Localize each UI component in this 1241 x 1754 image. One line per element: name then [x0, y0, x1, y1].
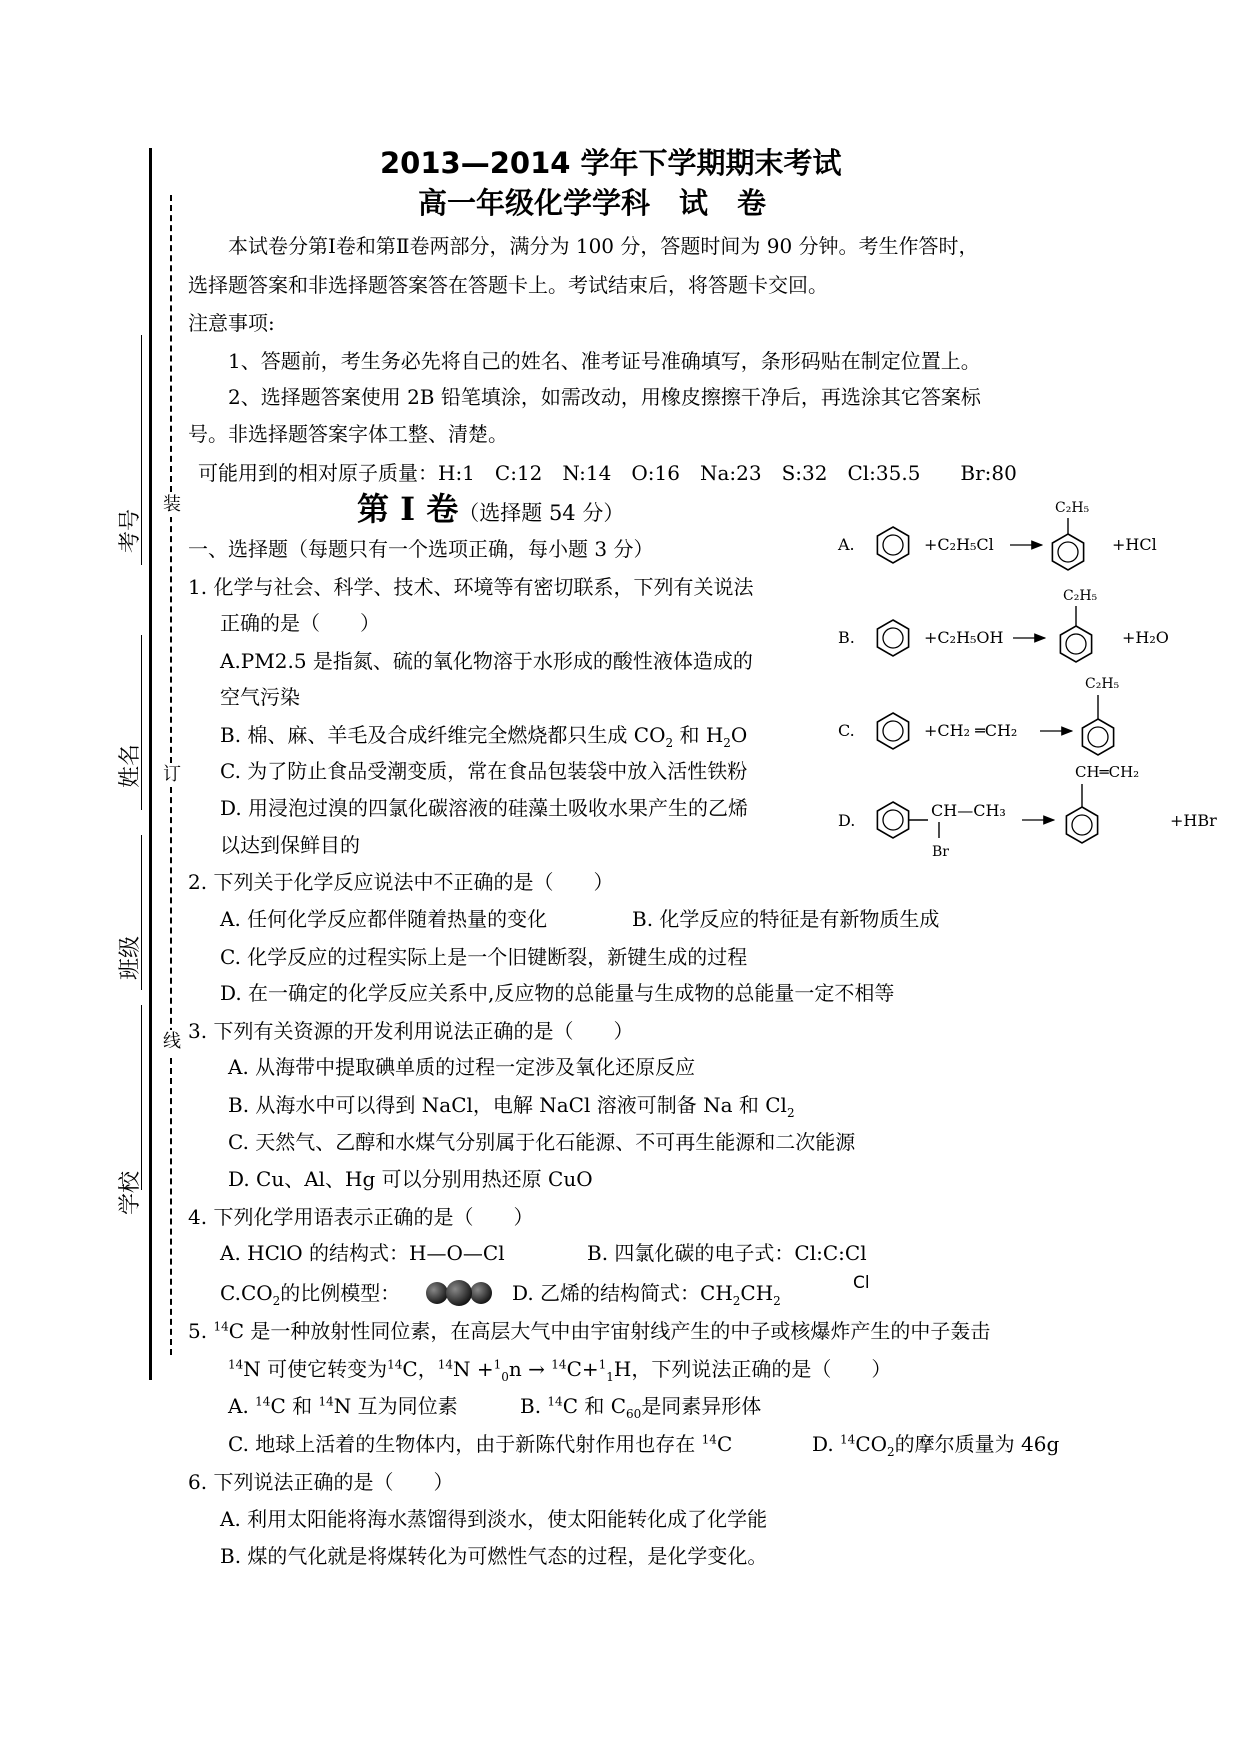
question-5-line-2: $^{14}$N 可使它转变为$^{14}$C，$^{14}$N +$^1_0$n → $^{14}$C+$^1_1$H，下列说法正确的是（ ）	[228, 1357, 892, 1384]
q3-option-d: D. Cu、Al、Hg 可以分别用热还原 CuO	[228, 1167, 593, 1191]
q3-option-b: B. 从海水中可以得到 NaCl，电解 NaCl 溶液可制备 Na 和 $Cl_2$	[228, 1093, 795, 1120]
intro-line-1: 本试卷分第Ⅰ卷和第Ⅱ卷两部分，满分为 100 分，答题时间为 90 分钟。考生作答时，	[228, 234, 979, 258]
question-4: 4. 下列化学用语表示正确的是（ ）	[188, 1205, 534, 1229]
reaction-b-reagent: +C₂H₅OH	[924, 628, 1004, 647]
reaction-a-label: A.	[838, 535, 855, 554]
q5-option-b: B. $^{14}$C 和 $C_{60}$是同素异形体	[520, 1394, 762, 1421]
seal-char-zhuang: 装	[163, 494, 181, 515]
q4-option-b: B. 四氯化碳的电子式：Cl:C:Cl	[587, 1241, 867, 1265]
q4-option-b-lower-cl: Cl	[853, 1273, 870, 1293]
question-1-line-2: 正确的是（ ）	[220, 611, 380, 635]
question-3: 3. 下列有关资源的开发利用说法正确的是（ ）	[188, 1019, 634, 1043]
field-label-class: 班级	[118, 935, 143, 980]
reaction-a-substituent: C₂H₅	[1055, 500, 1090, 516]
reaction-a-reagent: +C₂H₅Cl	[924, 535, 994, 554]
q3-option-a: A. 从海带中提取碘单质的过程一定涉及氧化还原反应	[228, 1055, 696, 1079]
question-1: 1. 化学与社会、科学、技术、环境等有密切联系，下列有关说法	[188, 575, 754, 599]
reaction-a-byproduct: +HCl	[1112, 535, 1157, 554]
reaction-b-byproduct: +H₂O	[1122, 628, 1169, 647]
seal-char-ding: 订	[163, 764, 181, 785]
q4-option-a: A. HClO 的结构式：H—O—Cl	[220, 1241, 505, 1265]
q6-option-a: A. 利用太阳能将海水蒸馏得到淡水，使太阳能转化成了化学能	[220, 1507, 768, 1531]
q2-option-a: A. 任何化学反应都伴随着热量的变化	[220, 907, 548, 931]
q1-option-a: A.PM2.5 是指氮、硫的氧化物溶于水形成的酸性液体造成的	[220, 649, 753, 673]
q1-option-d-line-2: 以达到保鲜目的	[220, 833, 360, 857]
q2-option-b: B. 化学反应的特征是有新物质生成	[632, 907, 940, 931]
q3-option-c: C. 天然气、乙醇和水煤气分别属于化石能源、不可再生能源和二次能源	[228, 1130, 856, 1154]
intro-line-2: 选择题答案和非选择题答案答在答题卡上。考试结束后，将答题卡交回。	[188, 273, 828, 297]
q1-option-b: B. 棉、麻、羊毛及合成纤维完全燃烧都只生成 $CO_2$ 和 $H_2O$	[220, 723, 748, 750]
reaction-b-substituent: C₂H₅	[1063, 588, 1098, 604]
reaction-a-benzene	[877, 527, 908, 563]
notes-heading: 注意事项:	[188, 311, 275, 335]
reaction-c-label: C.	[838, 721, 855, 740]
question-5: 5. $^{14}$C 是一种放射性同位素，在高层大气中由宇宙射线产生的中子或核爆炸产生的中子轰击	[188, 1319, 991, 1343]
reaction-c-reagent: +CH₂ ═CH₂	[924, 721, 1018, 740]
question-2: 2. 下列关于化学反应说法中不正确的是（ ）	[188, 870, 614, 894]
question-6: 6. 下列说法正确的是（ ）	[188, 1470, 454, 1494]
q4-option-d: D. 乙烯的结构简式：$CH_2CH_2$	[512, 1281, 781, 1308]
field-label-exam-no: 考号	[118, 508, 143, 553]
q1-option-d: D. 用浸泡过溴的四氯化碳溶液的硅藻土吸收水果产生的乙烯	[220, 796, 749, 820]
section-heading: 一、选择题（每题只有一个选项正确，每小题 3 分）	[188, 537, 654, 561]
exam-subtitle: 高一年级化学学科 试 卷	[418, 186, 767, 220]
reaction-c-substituent: C₂H₅	[1085, 676, 1120, 692]
seal-char-xian: 线	[163, 1031, 181, 1052]
q5-option-d: D. $^{14}CO_2$的摩尔质量为 46g	[812, 1432, 1060, 1459]
field-label-name: 姓名	[118, 743, 143, 788]
exam-title: 2013—2014 学年下学期期末考试	[380, 146, 842, 180]
q2-option-d: D. 在一确定的化学反应关系中,反应物的总能量与生成物的总能量一定不相等	[220, 981, 895, 1005]
q1-option-c: C. 为了防止食品受潮变质，常在食品包装袋中放入活性铁粉	[220, 759, 748, 783]
field-label-school: 学校	[118, 1170, 143, 1215]
q2-option-c: C. 化学反应的过程实际上是一个旧键断裂，新键生成的过程	[220, 945, 748, 969]
atomic-masses: 可能用到的相对原子质量：H:1 C:12 N:14 O:16 Na:23 S:32 Cl:35.5 Br:80	[198, 461, 1017, 485]
part-1-title: 第 I 卷（选择题 54 分）	[357, 490, 625, 528]
q6-option-b: B. 煤的气化就是将煤转化为可燃性气态的过程，是化学变化。	[220, 1544, 768, 1568]
reaction-d-bromine: Br	[932, 844, 949, 860]
note-2-line-2: 号。非选择题答案字体工整、清楚。	[188, 422, 508, 446]
note-1: 1、答题前，考生务必先将自己的姓名、准考证号准确填写，条形码贴在制定位置上。	[228, 349, 981, 373]
reaction-d-chain: CH—CH₃	[931, 801, 1006, 820]
reaction-d-byproduct: +HBr	[1170, 811, 1217, 830]
reaction-d-label: D.	[838, 811, 856, 830]
q1-option-a-line-2: 空气污染	[220, 685, 300, 709]
q4-option-c: $C.CO_2$的比例模型：	[220, 1281, 401, 1308]
q5-option-a: A. $^{14}$C 和 $^{14}$N 互为同位素	[228, 1394, 458, 1418]
q5-option-c: C. 地球上活着的生物体内，由于新陈代射作用也存在 $^{14}$C	[228, 1432, 733, 1456]
note-2-line-1: 2、选择题答案使用 2B 铅笔填涂，如需改动，用橡皮擦擦干净后，再选涂其它答案标	[228, 385, 981, 409]
reaction-b-label: B.	[838, 628, 855, 647]
reaction-d-substituent: CH═CH₂	[1075, 763, 1140, 781]
